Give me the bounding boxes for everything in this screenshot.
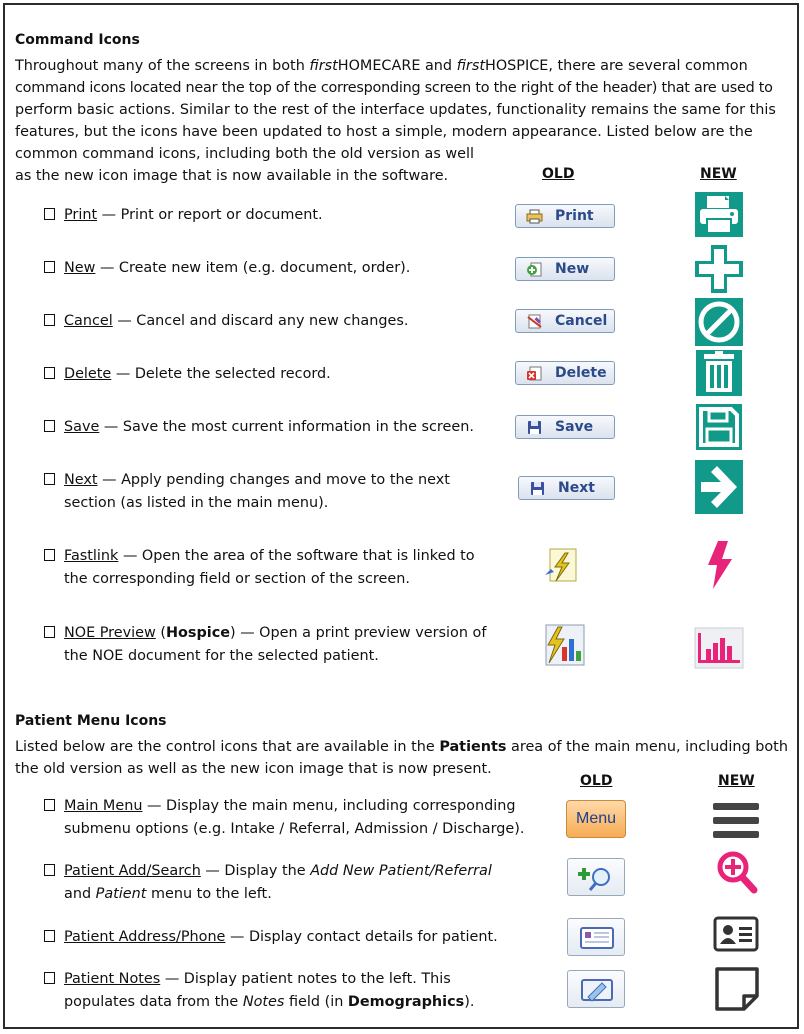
patient-item-notes: Patient Notes — Display patient notes to the left. This populates data from the Notes field (in Demographics). xyxy=(44,968,474,1014)
patient-item-main-menu: Main Menu — Display the main menu, including corresponding submenu options (e.g. Intake / Referral, Admission / Discharge). xyxy=(44,795,524,841)
old-noe-preview-icon[interactable] xyxy=(540,621,588,669)
note-icon[interactable] xyxy=(714,966,760,1012)
new-cancel-tile[interactable] xyxy=(695,298,743,346)
checkbox-bullet xyxy=(44,208,55,220)
delete-document-icon xyxy=(526,366,543,381)
old-next-button[interactable]: Next xyxy=(518,476,615,500)
command-item-noe-preview: NOE Preview (Hospice) — Open a print preview version of the NOE document for the selected patient. xyxy=(44,622,486,668)
checkbox-bullet xyxy=(44,864,55,876)
old-new-button[interactable]: New xyxy=(515,257,615,281)
checkbox-bullet xyxy=(44,367,55,379)
column-header-old: OLD xyxy=(542,166,575,182)
old-cancel-button[interactable]: Cancel xyxy=(515,309,615,333)
hamburger-icon[interactable] xyxy=(713,801,759,841)
new-delete-tile[interactable] xyxy=(696,350,742,396)
contact-card-icon[interactable] xyxy=(713,916,759,952)
patient-intro: Listed below are the control icons that are available in the Patients area of the main menu, including both the old version as well as the new icon image that is now present. xyxy=(15,739,788,777)
arrow-right-icon xyxy=(695,460,743,514)
command-item-next: Next — Apply pending changes and move to the next section (as listed in the main menu). xyxy=(44,469,450,515)
checkbox-bullet xyxy=(44,799,55,811)
old-print-button[interactable]: Print xyxy=(515,204,615,228)
plus-icon xyxy=(695,245,743,293)
command-intro: Throughout many of the screens in both firstHOMECARE and firstHOSPICE, there are several common command icons located near the top of the corresponding screen to the right of the header) that are used to perform basic actions. Similar to the rest of the interface updates, functionality remains the same for this features, but the icons have been updated to host a simple, modern appearance. Listed below are the common command icons, including both the old version as well as the new icon image that is now available in the software. xyxy=(15,58,776,184)
checkbox-bullet xyxy=(44,314,55,326)
checkbox-bullet xyxy=(44,930,55,942)
cancel-icon xyxy=(695,298,743,346)
cancel-document-icon xyxy=(526,314,543,329)
old-address-phone-icon[interactable] xyxy=(567,918,625,956)
add-document-icon xyxy=(526,262,543,277)
new-new-tile[interactable] xyxy=(695,245,743,293)
patient-item-address-phone: Patient Address/Phone — Display contact details for patient. xyxy=(44,926,498,949)
command-item-delete: Delete — Delete the selected record. xyxy=(44,363,331,386)
printer-icon xyxy=(695,192,743,237)
section-heading-patient-menu: Patient Menu Icons xyxy=(15,713,167,729)
command-item-cancel: Cancel — Cancel and discard any new changes. xyxy=(44,310,408,333)
checkbox-bullet xyxy=(44,473,55,485)
floppy-icon xyxy=(696,404,742,450)
old-delete-button[interactable]: Delete xyxy=(515,361,615,385)
old-notes-icon[interactable] xyxy=(567,970,625,1008)
patient-column-header-new: NEW xyxy=(718,773,755,789)
section-heading-command-icons: Command Icons xyxy=(15,32,140,48)
checkbox-bullet xyxy=(44,261,55,273)
patient-column-header-old: OLD xyxy=(580,773,613,789)
command-item-fastlink: Fastlink — Open the area of the software that is linked to the corresponding field or section of the screen. xyxy=(44,545,475,591)
command-item-print: Print — Print or report or document. xyxy=(44,204,323,227)
floppy-icon xyxy=(526,420,543,435)
old-menu-button[interactable]: Menu xyxy=(566,800,626,838)
checkbox-bullet xyxy=(44,420,55,432)
printer-icon xyxy=(526,209,543,224)
floppy-icon xyxy=(529,481,546,496)
old-save-button[interactable]: Save xyxy=(515,415,615,439)
old-fastlink-icon[interactable] xyxy=(541,545,581,585)
old-add-search-icon[interactable] xyxy=(567,858,625,896)
bar-chart-icon[interactable] xyxy=(694,627,744,669)
checkbox-bullet xyxy=(44,549,55,561)
zoom-plus-icon[interactable] xyxy=(716,850,758,894)
checkbox-bullet xyxy=(44,626,55,638)
command-item-save: Save — Save the most current information in the screen. xyxy=(44,416,474,439)
new-save-tile[interactable] xyxy=(696,404,742,450)
command-item-new: New — Create new item (e.g. document, order). xyxy=(44,257,410,280)
column-header-new: NEW xyxy=(700,166,737,182)
trash-icon xyxy=(696,350,742,396)
new-print-tile[interactable] xyxy=(695,192,743,237)
checkbox-bullet xyxy=(44,972,55,984)
patient-item-add-search: Patient Add/Search — Display the Add New Patient/Referral and Patient menu to the left. xyxy=(44,860,492,906)
lightning-icon[interactable] xyxy=(704,539,734,591)
new-next-tile[interactable] xyxy=(695,460,743,514)
